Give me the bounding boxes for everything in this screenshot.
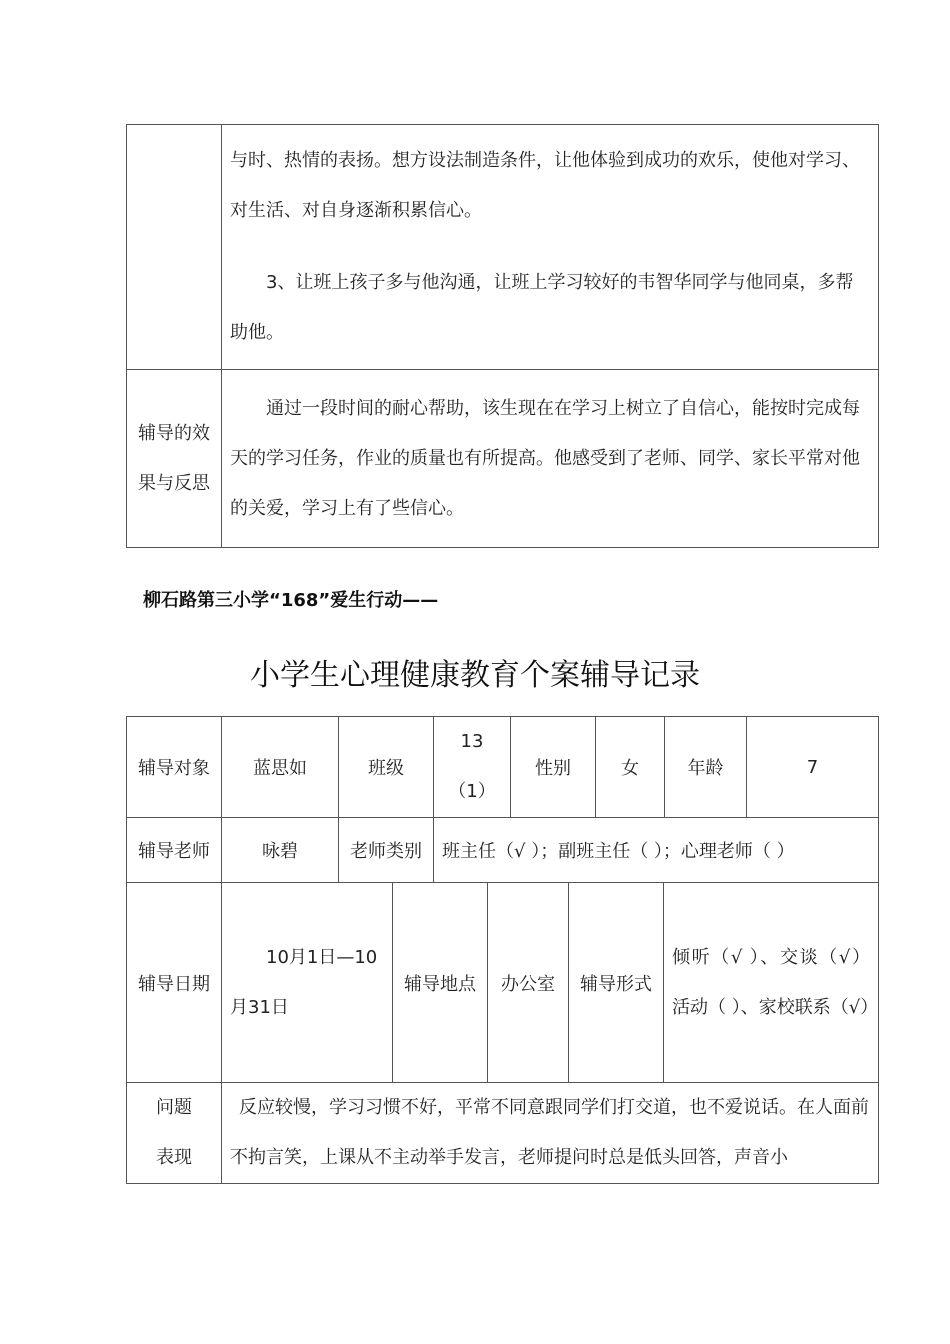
form-label: 辅导形式 xyxy=(569,883,664,1083)
teacher-type-value: 班主任（√ ）；副班主任（ ）；心理老师（ ） xyxy=(434,818,879,883)
date-value: 10月1日—10月31日 xyxy=(222,883,393,1083)
measures-cell xyxy=(222,125,879,370)
measures-paragraph-2: 3、让班上孩子多与他沟通，让班上学习较好的韦智华同学与他同桌，多帮助他。 xyxy=(230,272,854,343)
record-table-row-problem xyxy=(126,1082,879,1184)
teacher-type-label: 老师类别 xyxy=(339,818,434,883)
class-value: 13（1） xyxy=(434,717,511,818)
record-table-row-teacher xyxy=(126,817,879,883)
effect-label: 辅导的效果与反思 xyxy=(127,370,222,548)
effect-text: 通过一段时间的耐心帮助，该生现在在学习上树立了自信心，能按时完成每天的学习任务，作业的质量也有所提高。他感受到了老师、同学、家长平常对他的关爱，学习上有了些信心。 xyxy=(222,370,879,548)
measures-paragraph-1: 与时、热情的表扬。想方设法制造条件，让他体验到成功的欢乐，使他对学习、对生活、对自身逐渐积累信心。 xyxy=(230,150,860,221)
school-subtitle: 柳石路第三小学“168”爱生行动—— xyxy=(143,590,439,611)
class-label: 班级 xyxy=(339,717,434,818)
gender-value: 女 xyxy=(596,717,665,818)
place-label: 辅导地点 xyxy=(393,883,488,1083)
record-table-row-target xyxy=(126,716,879,818)
target-label: 辅导对象 xyxy=(127,717,222,818)
date-label: 辅导日期 xyxy=(127,883,222,1083)
continuation-table xyxy=(126,124,879,548)
place-value: 办公室 xyxy=(488,883,569,1083)
record-table-row-date xyxy=(126,882,879,1083)
form-value xyxy=(664,883,879,1083)
problem-label: 问题表现 xyxy=(127,1083,222,1184)
form-value-line-1: 倾听（√ ）、交谈（√） xyxy=(672,946,870,968)
problem-text: 反应较慢，学习习惯不好，平常不同意跟同学们打交道，也不爱说话。在人面前不拘言笑，上课从不主动举手发言，老师提问时总是低头回答，声音小 xyxy=(222,1083,879,1184)
form-value-line-2: 活动（ ）、家校联系（√） xyxy=(672,996,879,1018)
age-label: 年龄 xyxy=(665,717,747,818)
teacher-label: 辅导老师 xyxy=(127,818,222,883)
page-title: 小学生心理健康教育个案辅导记录 xyxy=(250,658,700,693)
empty-label-cell xyxy=(127,125,222,370)
target-value: 蓝思如 xyxy=(222,717,339,818)
teacher-value: 咏碧 xyxy=(222,818,339,883)
gender-label: 性别 xyxy=(511,717,596,818)
age-value: 7 xyxy=(747,717,879,818)
